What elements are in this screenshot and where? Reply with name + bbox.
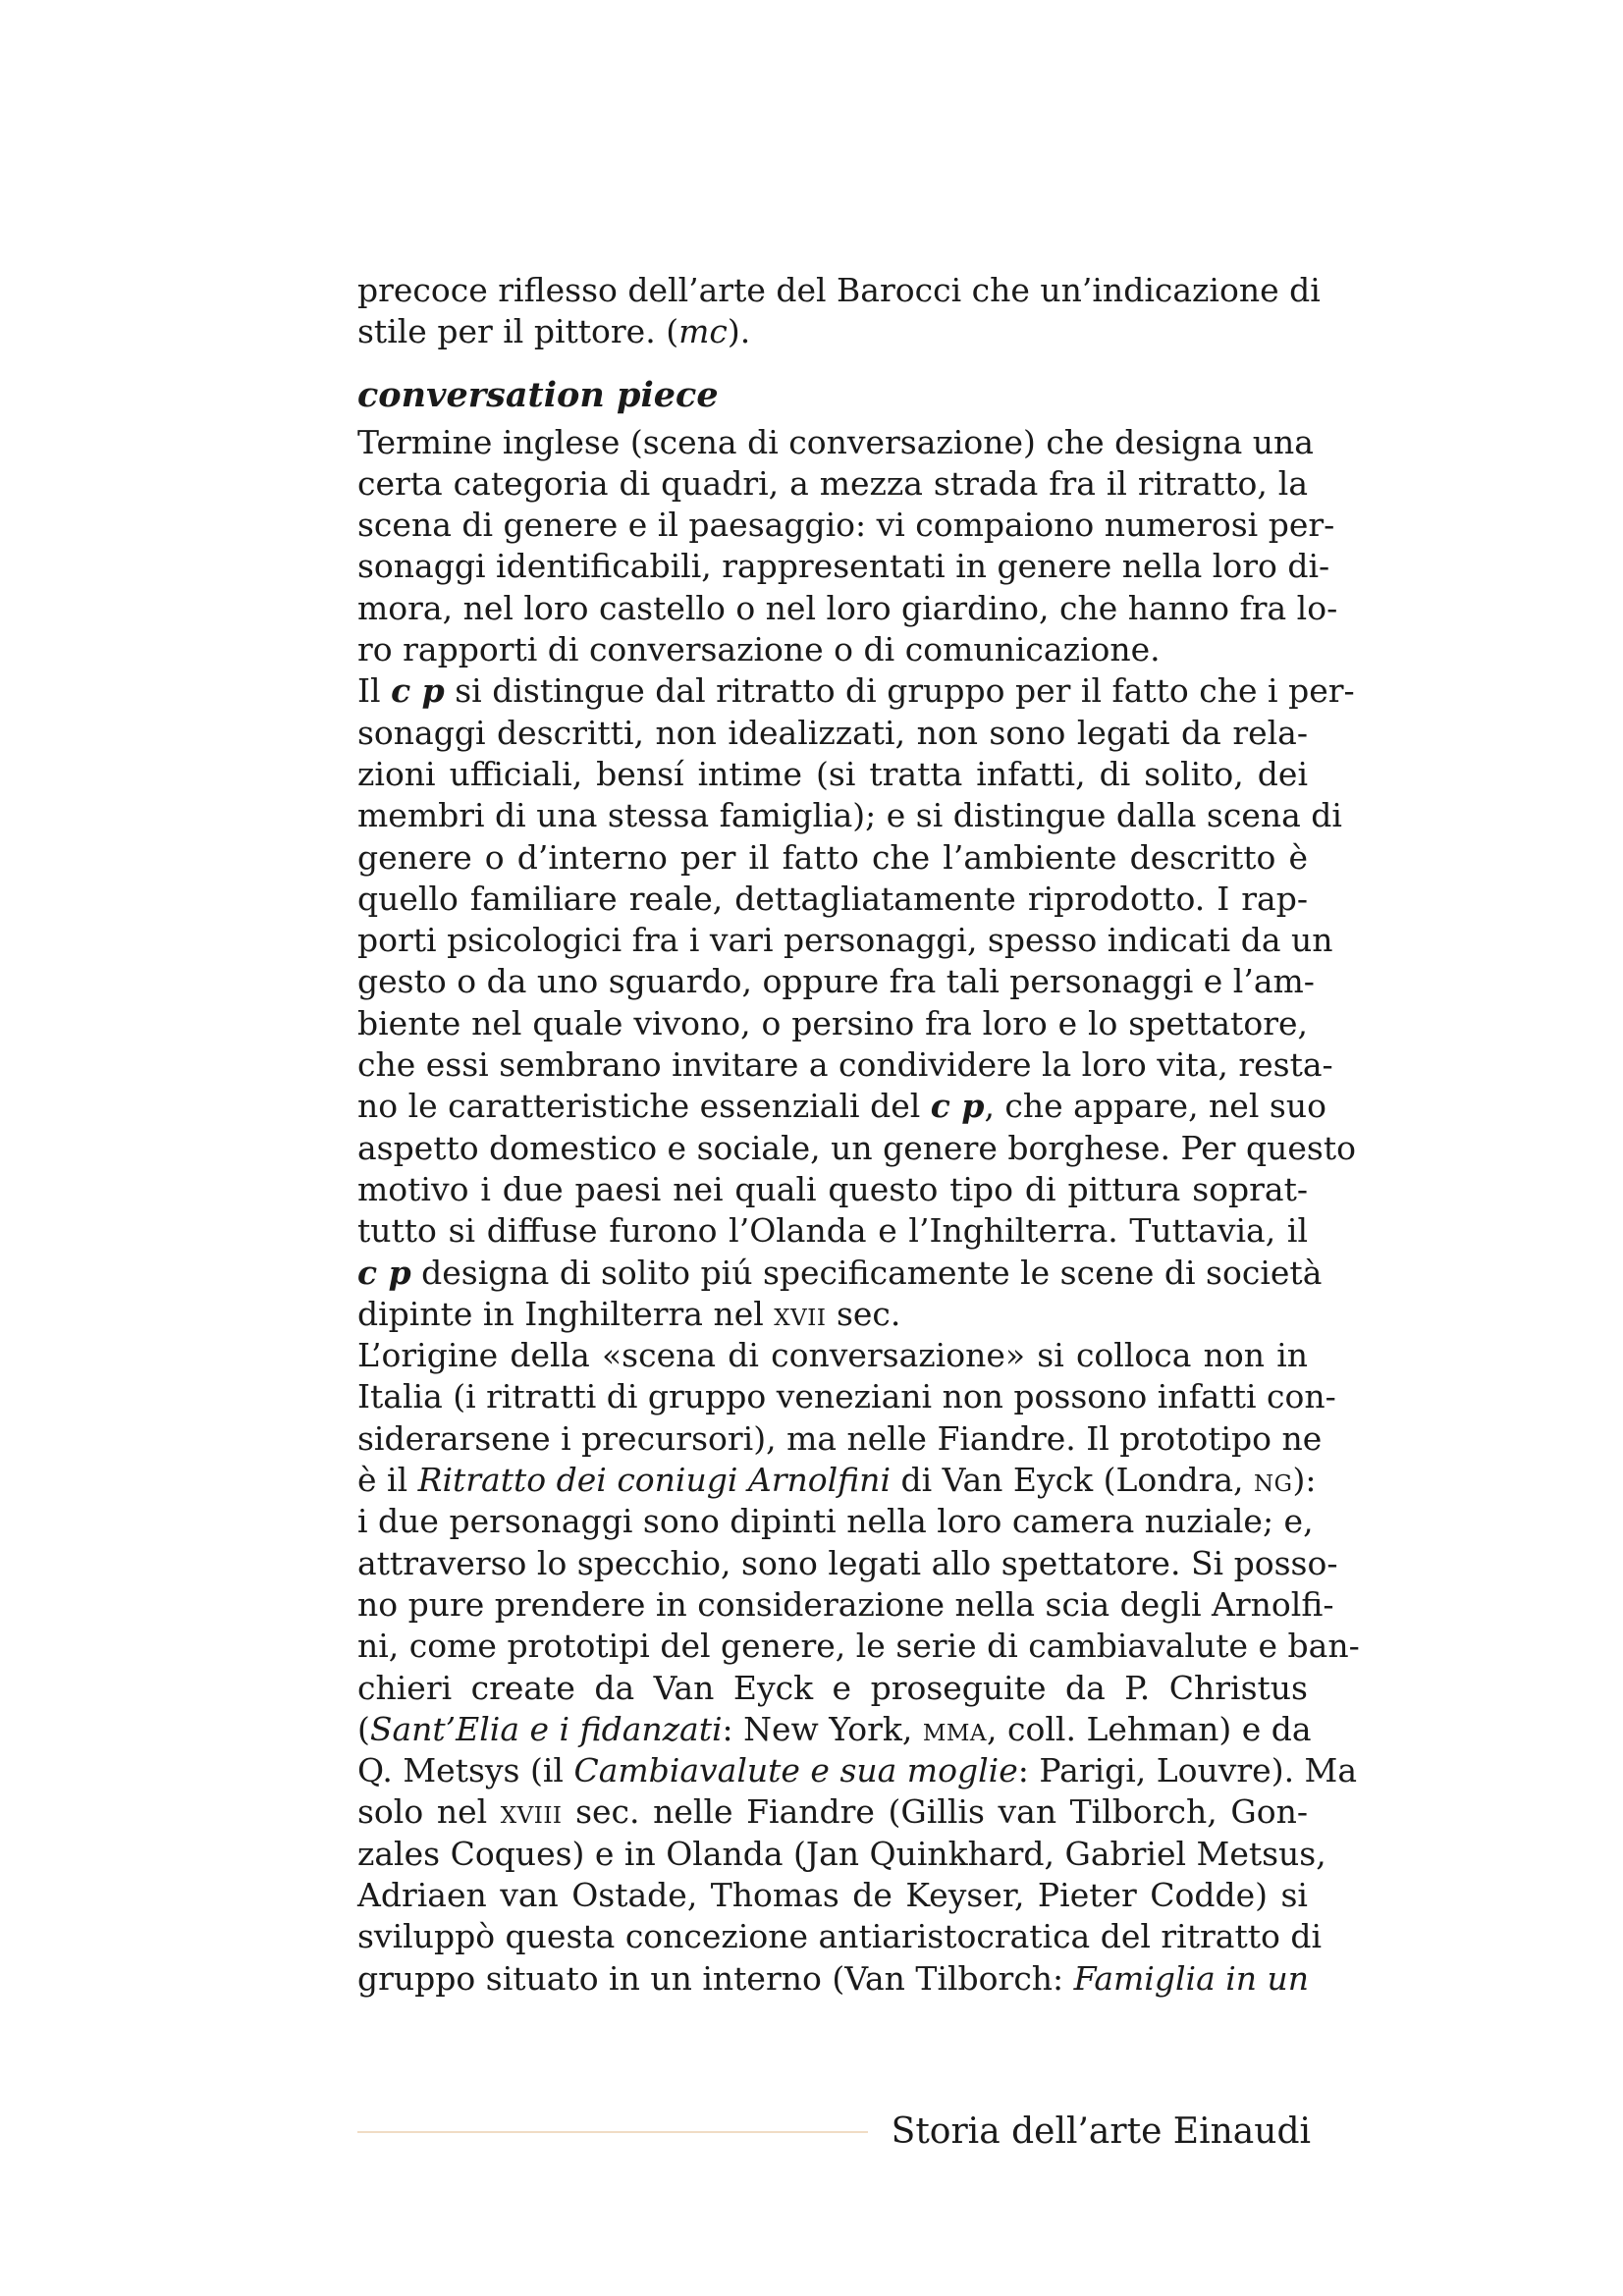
text-line: Termine inglese (scena di conversazione) che designa una: [357, 422, 1314, 461]
museum-abbreviation: ng: [1254, 1461, 1293, 1500]
text-line: L’origine della «scena di conversazione» si colloca non in: [357, 1336, 1308, 1375]
entry-abbreviation: c p: [930, 1087, 985, 1126]
artwork-title: Ritratto dei coniugi Arnolfini: [417, 1461, 891, 1500]
text-line: zales Coques) e in Olanda (Jan Quinkhard, Gabriel Metsus,: [357, 1834, 1326, 1873]
text-line: sviluppò questa concezione antiaristocratica del ritratto di: [357, 1917, 1323, 1956]
text-line: Il c p si distingue dal ritratto di gruppo per il fatto che i per-: [357, 671, 1355, 711]
text-line: Adriaen van Ostade, Thomas de Keyser, Pieter Codde) si: [357, 1875, 1308, 1914]
text-line: siderarsene i precursori), ma nelle Fiandre. Il prototipo ne: [357, 1418, 1323, 1458]
footer-title: Storia dell’arte Einaudi: [891, 2111, 1311, 2152]
text-line: aspetto domestico e sociale, un genere borghese. Per questo: [357, 1128, 1356, 1167]
text-line: no le caratteristiche essenziali del c p, che appare, nel suo: [357, 1087, 1326, 1126]
text-line: gesto o da uno sguardo, oppure fra tali personaggi e l’am-: [357, 962, 1315, 1001]
text-line: porti psicologici fra i vari personaggi, spesso indicati da un: [357, 921, 1333, 960]
text-line: certa categoria di quadri, a mezza strada fra il ritratto, la: [357, 463, 1308, 503]
text-line: chieri create da Van Eyck e proseguite da P. Christus: [357, 1668, 1308, 1707]
text-line: scena di genere e il paesaggio: vi compaiono numerosi per-: [357, 506, 1335, 545]
text-line: i due personaggi sono dipinti nella loro camera nuziale; e,: [357, 1502, 1314, 1541]
artwork-title: Sant’Elia e i fidanzati: [369, 1709, 723, 1748]
text-line: sonaggi identificabili, rappresentati in genere nella loro di-: [357, 547, 1330, 586]
artwork-title: Cambiavalute e sua moglie: [573, 1751, 1018, 1790]
museum-abbreviation: mma: [922, 1709, 988, 1748]
text-line: stile per il pittore. (mc).: [357, 312, 751, 351]
text-line: che essi sembrano invitare a condividere la loro vita, resta-: [357, 1045, 1333, 1085]
text-line: mora, nel loro castello o nel loro giardino, che hanno fra lo-: [357, 588, 1338, 627]
entry-heading: conversation piece: [357, 374, 719, 415]
century-numeral: xvii: [774, 1294, 827, 1333]
author-initials: mc: [678, 312, 728, 351]
text-column: [357, 270, 1360, 2000]
entry-abbreviation: c p: [391, 671, 445, 711]
text-line: Q. Metsys (il Cambiavalute e sua moglie: Parigi, Louvre). Ma: [357, 1751, 1358, 1790]
text-line: motivo i due paesi nei quali questo tipo di pittura soprat-: [357, 1169, 1308, 1208]
text-line: no pure prendere in considerazione nella scia degli Arnolfi-: [357, 1584, 1334, 1624]
footer-rule: [357, 2131, 868, 2133]
text-line: (Sant’Elia e i fidanzati: New York, mma, coll. Lehman) e da: [357, 1709, 1312, 1748]
text-line: attraverso lo specchio, sono legati allo spettatore. Si posso-: [357, 1543, 1338, 1582]
text-line: zioni ufficiali, bensí intime (si tratta infatti, di solito, dei: [357, 754, 1308, 793]
text-line: precoce riflesso dell’arte del Barocci che un’indicazione di: [357, 271, 1321, 309]
text-line: ro rapporti di conversazione o di comunicazione.: [357, 630, 1161, 669]
text-line: quello familiare reale, dettagliatamente riprodotto. I rap-: [357, 879, 1308, 918]
text-line: c p designa di solito piú specificamente le scene di società: [357, 1253, 1323, 1292]
text-line: tutto si diffuse furono l’Olanda e l’Inghilterra. Tuttavia, il: [357, 1211, 1308, 1251]
text-line: dipinte in Inghilterra nel xvii sec.: [357, 1294, 901, 1333]
text-line: gruppo situato in un interno (Van Tilborch: Famiglia in un: [357, 1958, 1310, 1998]
text-line: sonaggi descritti, non idealizzati, non sono legati da rela-: [357, 713, 1308, 752]
text-line: membri di una stessa famiglia); e si distingue dalla scena di: [357, 796, 1342, 835]
text-line: Italia (i ritratti di gruppo veneziani non possono infatti con-: [357, 1377, 1336, 1416]
text-line: ni, come prototipi del genere, le serie di cambiavalute e ban-: [357, 1627, 1360, 1666]
century-numeral: xviii: [500, 1792, 563, 1832]
text-line: è il Ritratto dei coniugi Arnolfini di Van Eyck (Londra, ng):: [357, 1461, 1317, 1500]
text-line: genere o d’interno per il fatto che l’ambiente descritto è: [357, 837, 1308, 877]
artwork-title: Famiglia in un: [1073, 1958, 1310, 1998]
entry-abbreviation: c p: [357, 1253, 411, 1292]
text-line: biente nel quale vivono, o persino fra loro e lo spettatore,: [357, 1003, 1308, 1042]
text-line: solo nel xviii sec. nelle Fiandre (Gillis van Tilborch, Gon-: [357, 1792, 1308, 1832]
